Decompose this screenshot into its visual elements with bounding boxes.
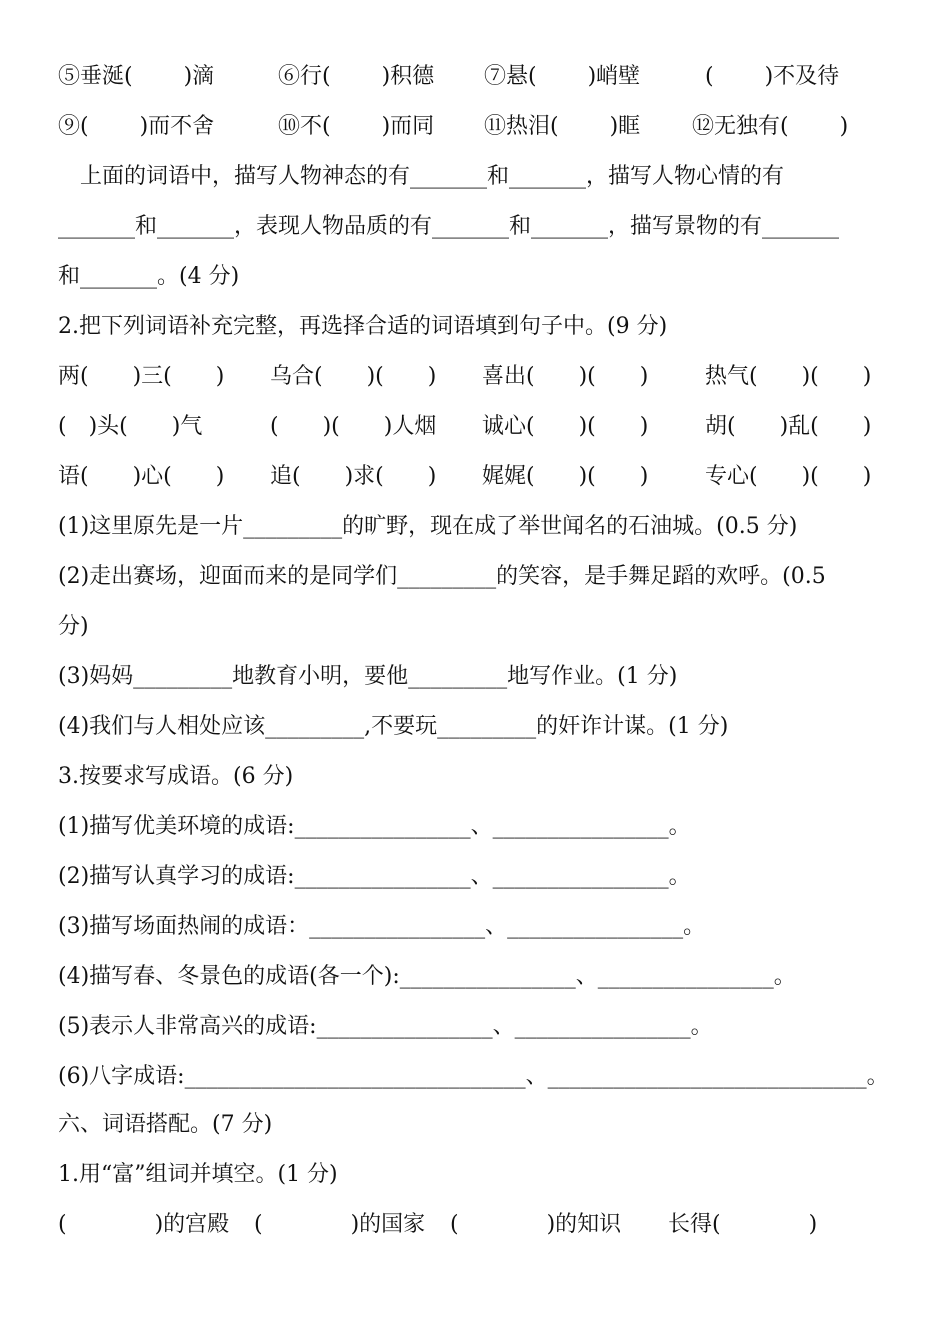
fill-item: ( )的国家 bbox=[254, 1212, 426, 1237]
word-item: 追( )求( ) bbox=[270, 464, 437, 489]
word-item: 喜出( )( ) bbox=[482, 364, 649, 389]
q3-item-2: (2)描写认真学习的成语:________________、________________。 bbox=[58, 864, 691, 889]
q2-sentence-3: (3)妈妈_________地教育小明，要他_________地写作业。(1 分) bbox=[58, 664, 678, 689]
idiom-item: ⑦悬( )峭壁 bbox=[484, 64, 641, 89]
idiom-item: ⑩不( )而同 bbox=[278, 114, 435, 139]
q3-item-5: (5)表示人非常高兴的成语:________________、________________。 bbox=[58, 1014, 713, 1039]
word-item: 娓娓( )( ) bbox=[482, 464, 649, 489]
q1-text: 和_______。(4 分) bbox=[58, 264, 240, 289]
word-item: 两( )三( ) bbox=[58, 364, 225, 389]
word-item: 乌合( )( ) bbox=[270, 364, 437, 389]
q3-item-3: (3)描写场面热闹的成语：________________、________________。 bbox=[58, 914, 706, 939]
word-item: 胡( )乱( ) bbox=[705, 414, 872, 439]
q2-sentence-2: (2)走出赛场，迎面而来的是同学们_________的笑容，是手舞足蹈的欢呼。(0.5 bbox=[58, 564, 826, 589]
section-6-q1: 1.用“富”组词并填空。(1 分) bbox=[58, 1162, 338, 1187]
word-item: 专心( )( ) bbox=[705, 464, 872, 489]
word-item: ( )头( )气 bbox=[58, 414, 203, 439]
idiom-item: ⑥行( )积德 bbox=[278, 64, 435, 89]
q1-text: _______和_______，表现人物品质的有_______和_______，描写景物的有_______ bbox=[58, 214, 840, 239]
fill-item: ( )的宫殿 bbox=[58, 1212, 230, 1237]
idiom-item: ⑨( )而不舍 bbox=[58, 114, 215, 139]
word-item: ( )( )人烟 bbox=[270, 414, 437, 439]
word-item: 诚心( )( ) bbox=[482, 414, 649, 439]
q1-text: 上面的词语中，描写人物神态的有_______和_______，描写人物心情的有 bbox=[58, 164, 785, 189]
section-6-title: 六、词语搭配。(7 分) bbox=[58, 1112, 273, 1137]
q2-sentence-2-cont: 分) bbox=[58, 614, 89, 639]
q3-item-1: (1)描写优美环境的成语:________________、________________。 bbox=[58, 814, 691, 839]
idiom-item: ⑫无独有( ) bbox=[692, 114, 849, 139]
q2-sentence-4: (4)我们与人相处应该_________,不要玩_________的奸诈计谋。(1 分) bbox=[58, 714, 729, 739]
fill-item: 长得( ) bbox=[668, 1212, 818, 1237]
idiom-item: ( )不及待 bbox=[705, 64, 840, 89]
idiom-item: ⑤垂涎( )滴 bbox=[58, 64, 215, 89]
idiom-item: ⑪热泪( )眶 bbox=[484, 114, 641, 139]
word-item: 语( )心( ) bbox=[58, 464, 225, 489]
q2-sentence-1: (1)这里原先是一片_________的旷野，现在成了举世闻名的石油城。(0.5 分) bbox=[58, 514, 798, 539]
q3-title: 3.按要求写成语。(6 分) bbox=[58, 764, 294, 789]
q2-title: 2.把下列词语补充完整，再选择合适的词语填到句子中。(9 分) bbox=[58, 314, 668, 339]
fill-item: ( )的知识 bbox=[450, 1212, 622, 1237]
q3-item-4: (4)描写春、冬景色的成语(各一个):________________、________________。 bbox=[58, 964, 796, 989]
q3-item-6: (6)八字成语:_______________________________、_____________________________。 bbox=[58, 1064, 889, 1089]
word-item: 热气( )( ) bbox=[705, 364, 872, 389]
